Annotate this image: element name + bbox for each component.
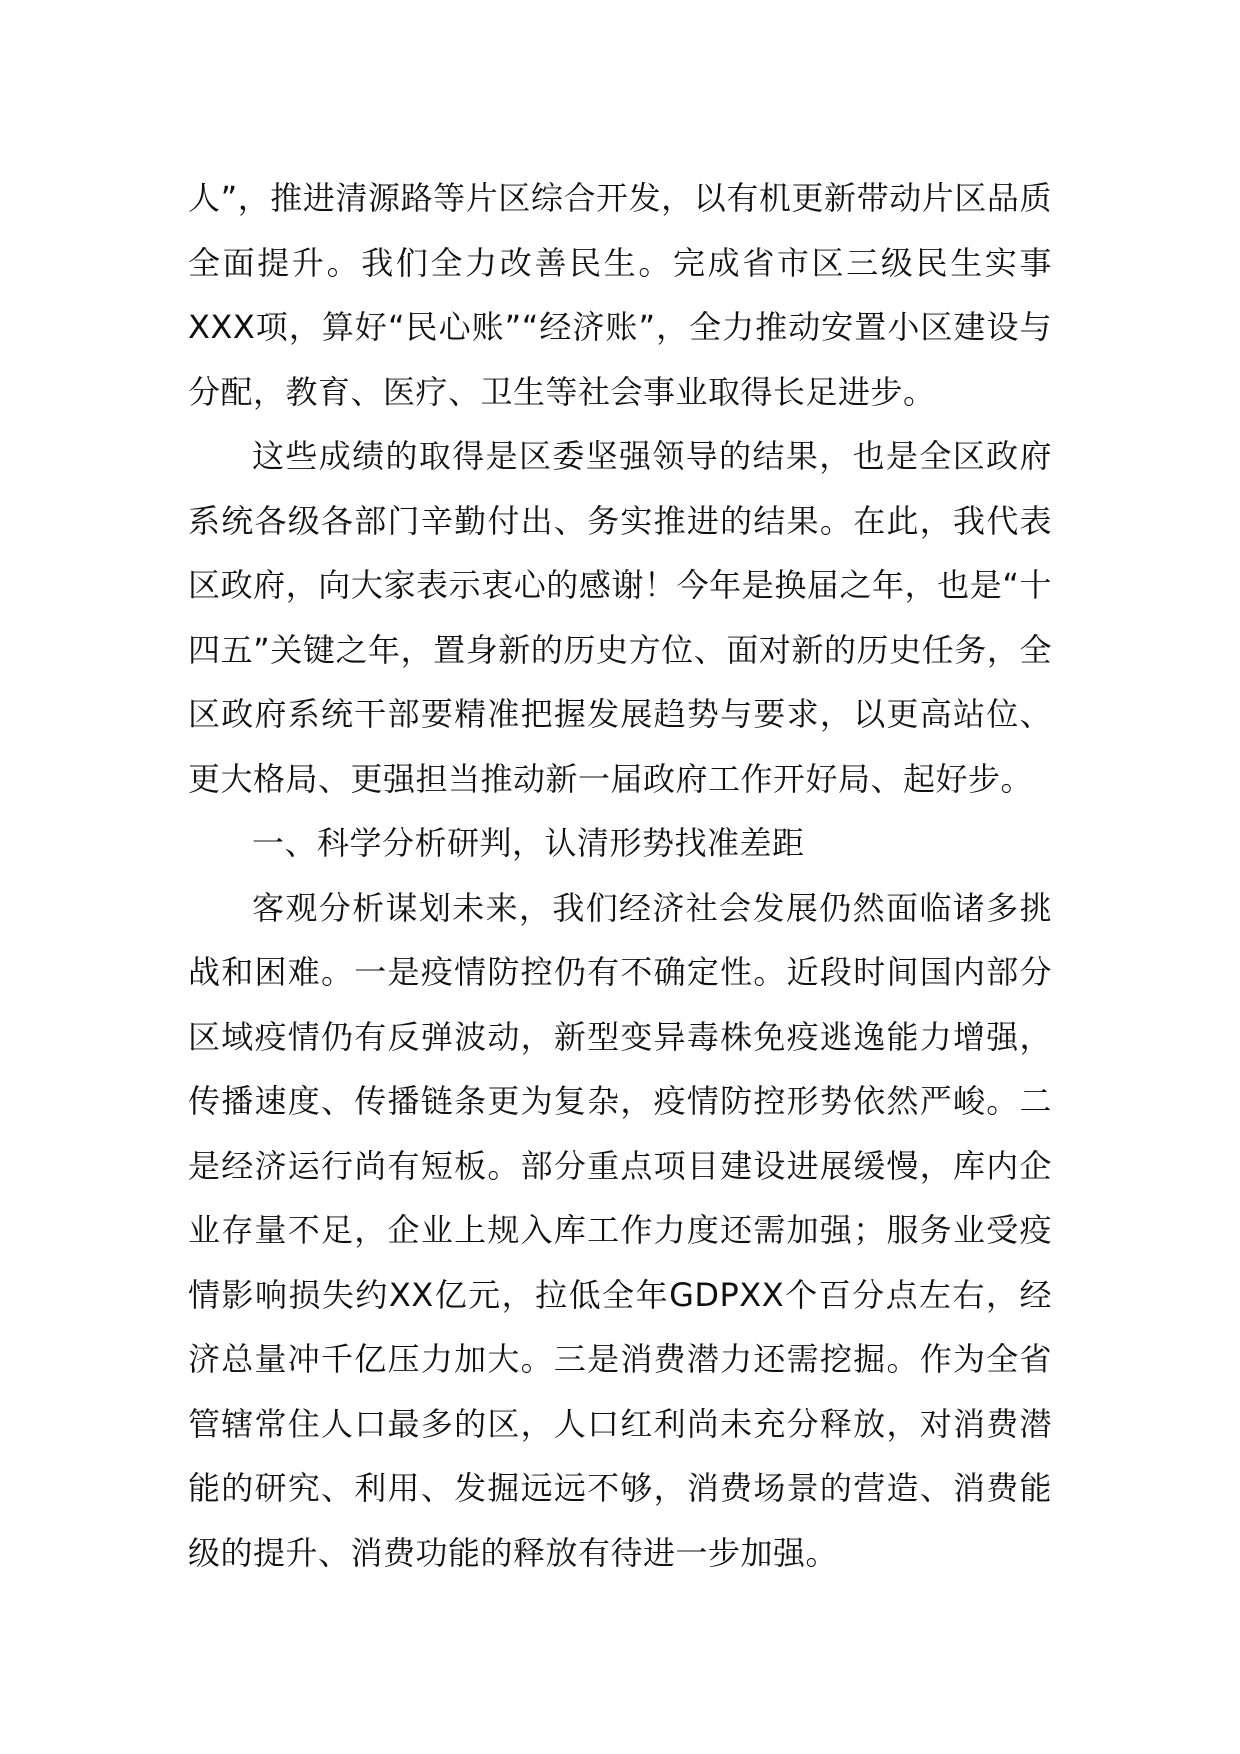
section-heading: 一、科学分析研判，认清形势找准差距 [252, 824, 805, 862]
paragraph-challenges: 客观分析谋划未来，我们经济社会发展仍然面临诸多挑战和困难。一是疫情防控仍有不确定性。近段时间国内部分区域疫情仍有反弹波动，新型变异毒株免疫逃逸能力增强，传播速度、传播链条更为复杂，疫情防控形势依然严峻。二是经济运行尚有短板。部分重点项目建设进展缓慢，库内企业存量不足，企业上规入库工作力度还需加强；服务业受疫情影响损失约XX亿元，拉低全年GDPXX个百分点左右，经济总量冲千亿压力加大。三是消费潜力还需挖掘。作为全省管辖常住人口最多的区，人口红利尚未充分释放，对消费潜能的研究、利用、发掘远远不够，消费场景的营造、消费能级的提升、消费功能的释放有待进一步加强。 [188, 888, 1052, 1572]
document-body [188, 166, 1052, 1585]
paragraph-livelihood: 人”，推进清源路等片区综合开发，以有机更新带动片区品质全面提升。我们全力改善民生。完成省市区三级民生实事XXX项，算好“民心账”“经济账”，全力推动安置小区建设与分配，教育、医疗、卫生等社会事业取得长足进步。 [188, 179, 1052, 411]
paragraph-achievements: 这些成绩的取得是区委坚强领导的结果，也是全区政府系统各级各部门辛勤付出、务实推进的结果。在此，我代表区政府，向大家表示衷心的感谢！今年是换届之年，也是“十四五”关键之年，置身新的历史方位、面对新的历史任务，全区政府系统干部要精准把握发展趋势与要求，以更高站位、更大格局、更强担当推动新一届政府工作开好局、起好步。 [188, 437, 1052, 798]
